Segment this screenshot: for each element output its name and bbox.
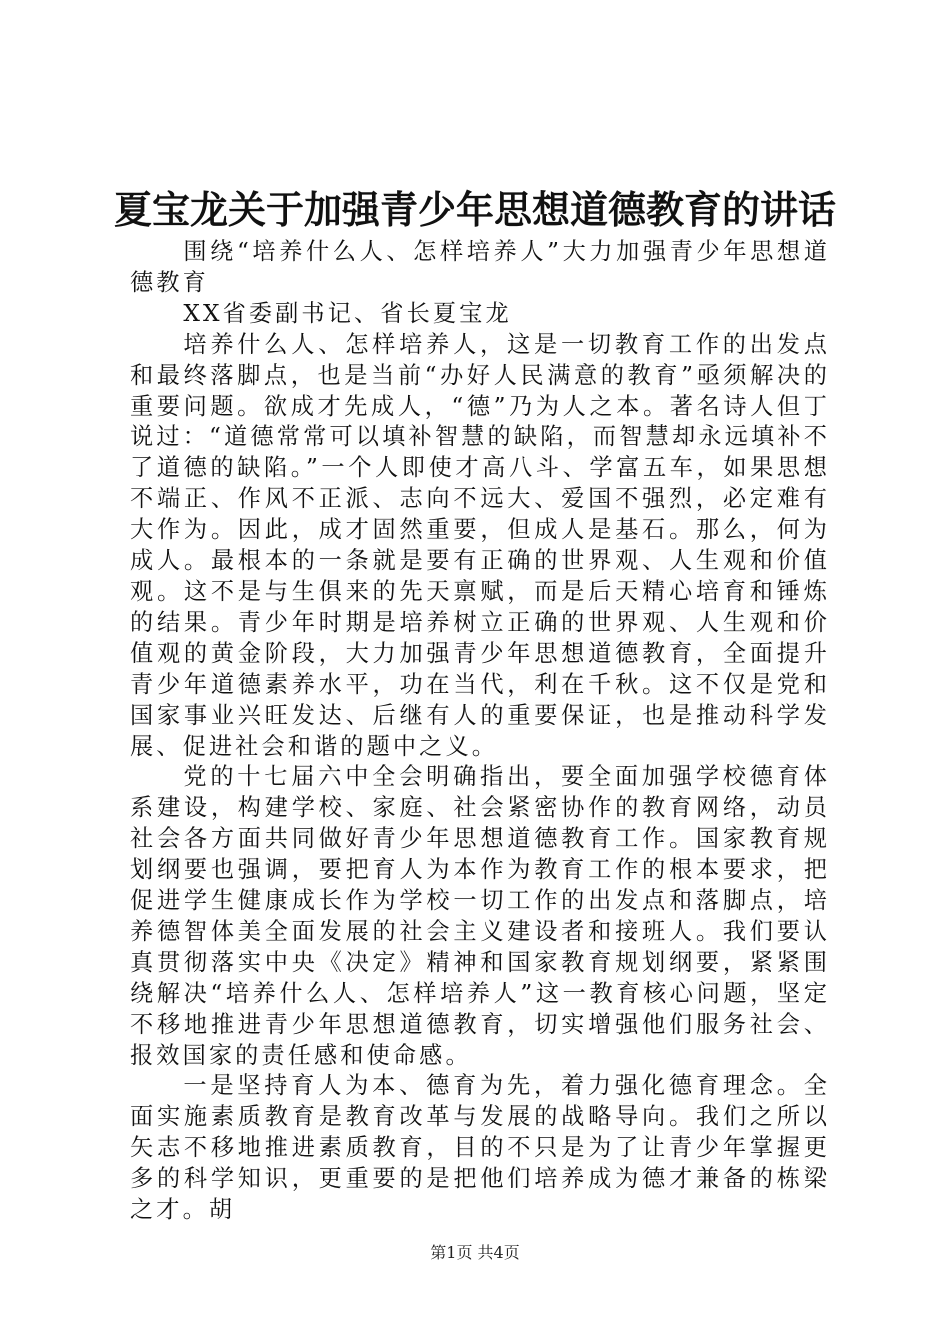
body-paragraph-3: 一是坚持育人为本、德育为先，着力强化德育理念。全面实施素质教育是教育改革与发展的战略导向。我们之所以矢志不移地推进素质教育，目的不只是为了让青少年掌握更多的科学知识，更重要的是把他们培养成为德才兼备的栋梁之才。胡 — [130, 1072, 830, 1224]
author-line: XX省委副书记、省长夏宝龙 — [183, 299, 512, 327]
document-body — [130, 237, 830, 1226]
subtitle-paragraph: 围绕“培养什么人、怎样培养人”大力加强青少年思想道德教育 — [130, 238, 830, 296]
body-paragraph-2: 党的十七届六中全会明确指出，要全面加强学校德育体系建设，构建学校、家庭、社会紧密协作的教育网络，动员社会各方面共同做好青少年思想道德教育工作。国家教育规划纲要也强调，要把育人为本作为教育工作的根本要求，把促进学生健康成长作为学校一切工作的出发点和落脚点，培养德智体美全面发展的社会主义建设者和接班人。我们要认真贯彻落实中央《决定》精神和国家教育规划纲要，紧紧围绕解决“培养什么人、怎样培养人”这一教育核心问题，坚定不移地推进青少年思想道德教育，切实增强他们服务社会、报效国家的责任感和使命感。 — [130, 763, 830, 1069]
document-title: 夏宝龙关于加强青少年思想道德教育的讲话 — [113, 188, 836, 232]
body-paragraph-1: 培养什么人、怎样培养人，这是一切教育工作的出发点和最终落脚点，也是当前“办好人民满意的教育”亟须解决的重要问题。欲成才先成人，“德”乃为人之本。著名诗人但丁说过：“道德常常可以填补智慧的缺陷，而智慧却永远填补不了道德的缺陷。”一个人即使才高八斗、学富五车，如果思想不端正、作风不正派、志向不远大、爱国不强烈，必定难有大作为。因此，成才固然重要，但成人是基石。那么，何为成人。最根本的一条就是要有正确的世界观、人生观和价值观。这不是与生俱来的先天禀赋，而是后天精心培育和锤炼的结果。青少年时期是培养树立正确的世界观、人生观和价值观的黄金阶段，大力加强青少年思想道德教育，全面提升青少年道德素养水平，功在当代，利在千秋。这不仅是党和国家事业兴旺发达、后继有人的重要保证，也是推动科学发展、促进社会和谐的题中之义。 — [130, 330, 830, 760]
page-footer: 第1页 共4页 — [430, 1243, 520, 1262]
